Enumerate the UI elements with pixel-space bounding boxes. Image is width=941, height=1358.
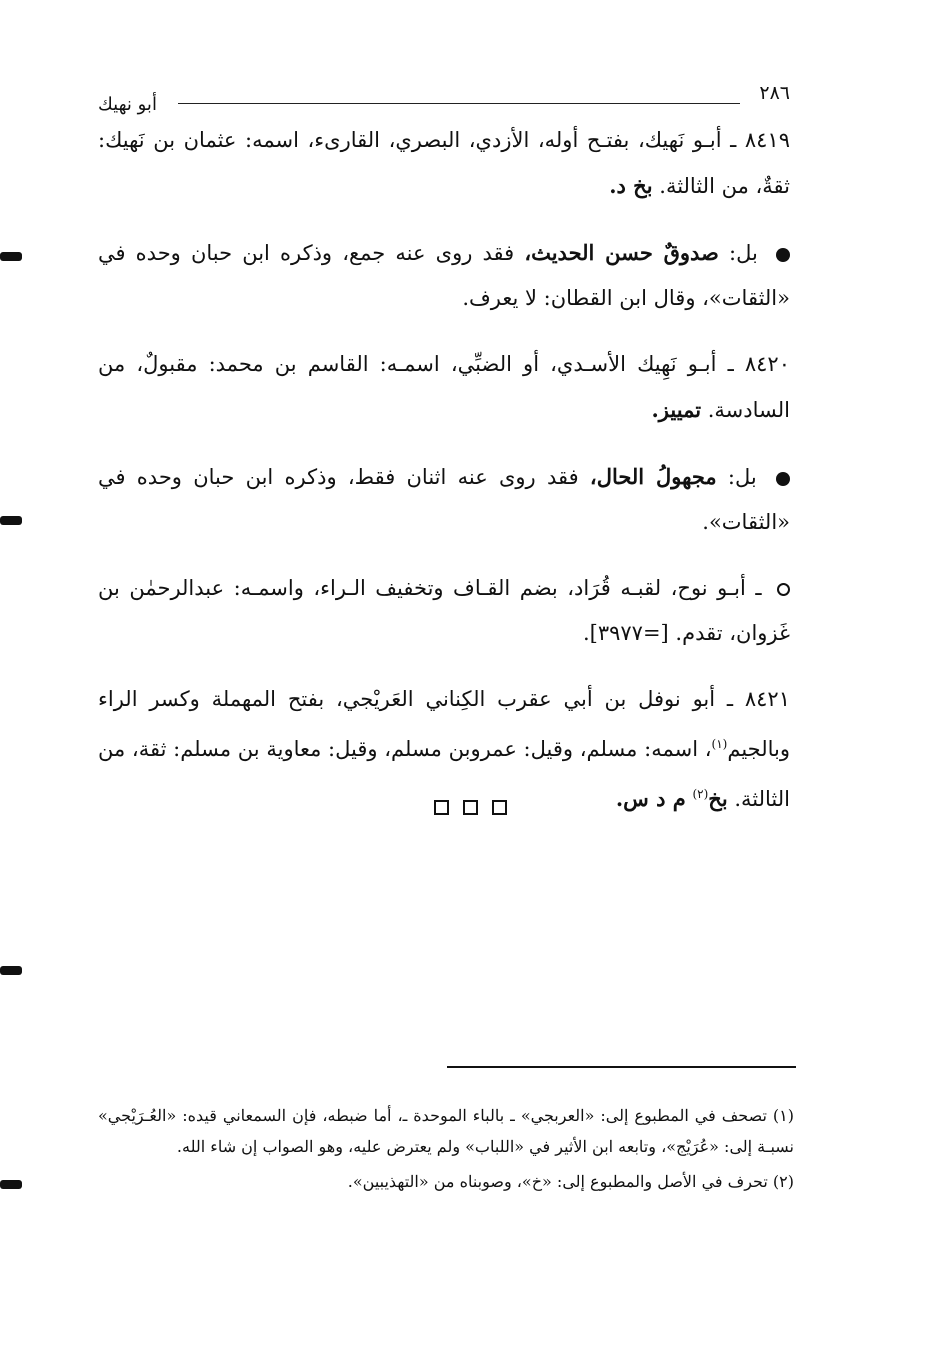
entry-text: ٨٤١٩ ـ أبـو نَهيك، بفتـح أوله، الأزدي، البصري، القارىء، اسمه: عثمان بن نَهيك: ثقةٌ، من الثالثة. — [98, 128, 790, 198]
entry-abu-nuh — [98, 566, 790, 656]
commentary-text: فقد روى عنه اثنان فقط، وذكره ابن حبان وحده في «الثقات». — [98, 465, 790, 534]
square-mark-icon — [463, 800, 478, 815]
main-text — [98, 118, 790, 843]
running-title: أبو نهيك — [98, 94, 157, 115]
entry-code-b: م د س. — [615, 786, 686, 811]
entry-text: ٨٤٢٠ ـ أبـو نَهِيك الأسـدي، أو الضبِّي، اسمـه: القاسم بن محمد: مقبولٌ، من السادسة. — [98, 352, 790, 422]
commentary-lead: بل: — [729, 241, 758, 265]
bullet-dot-icon — [776, 248, 790, 262]
entry-text: ـ أبـو نوح، لقبـه قُرَاد، بضم القـاف وتخفيف الـراء، واسمـه: عبدالرحمٰن بن غَزوان، تقدم. [=٣٩٧٧]. — [98, 576, 790, 645]
entry-code-a: بخ — [708, 786, 728, 811]
footnote-2: (٢) تحرف في الأصل والمطبوع إلى: «خ»، وصوبناه من «التهذيبين». — [347, 1172, 794, 1191]
footnote-ref-1[interactable]: (١) — [711, 737, 728, 751]
ring-marker-icon — [777, 583, 790, 596]
commentary-verdict: مجهولُ الحال، — [589, 464, 717, 489]
binding-mark — [0, 516, 22, 525]
footnote-rule — [447, 1066, 796, 1068]
commentary-8420 — [98, 454, 790, 545]
square-mark-icon — [434, 800, 449, 815]
header-rule — [178, 103, 740, 104]
entry-text-part-b: ، اسمه: مسلم، وقيل: عمروبن مسلم، وقيل: معاوية بن مسلم: ثقة، من الثالثة. — [98, 737, 790, 811]
binding-mark — [0, 966, 22, 975]
commentary-lead: بل: — [727, 465, 757, 489]
commentary-8419 — [98, 230, 790, 321]
binding-mark — [0, 252, 22, 261]
square-mark-icon — [492, 800, 507, 815]
binding-mark — [0, 1180, 22, 1189]
footnotes — [98, 1100, 794, 1201]
entry-code: بخ د. — [609, 173, 653, 198]
footnote-1: (١) تصحف في المطبوع إلى: «العربجي» ـ بالباء الموحدة ـ، أما ضبطه، فإن السمعاني قيده: «العُـرَيْجي» نسبـة إلى: «عُرَيْج»، وتابعه ابن الأثير في «اللباب» ولم يعترض عليه، وهو الصواب إن شاء الله. — [98, 1106, 794, 1156]
footnote-ref-2[interactable]: (٢) — [692, 787, 709, 801]
section-end-marks — [0, 800, 941, 819]
commentary-text: فقد روى عنه جمع، وذكره ابن حبان وحده في «الثقات»، وقال ابن القطان: لا يعرف. — [98, 241, 790, 310]
entry-code: تمييز. — [651, 397, 702, 422]
page-number: ٢٨٦ — [759, 82, 790, 104]
page-header — [98, 82, 790, 116]
bullet-dot-icon — [776, 472, 790, 486]
commentary-verdict: صدوقٌ حسن الحديث، — [524, 240, 719, 265]
entry-text-part-a: ٨٤٢١ ـ أبو نوفل بن أبي عقرب الكِناني العَريْجي، بفتح المهملة وكسر الراء وبالجيم — [98, 687, 790, 761]
entry-8420 — [98, 342, 790, 433]
entry-8419 — [98, 118, 790, 209]
